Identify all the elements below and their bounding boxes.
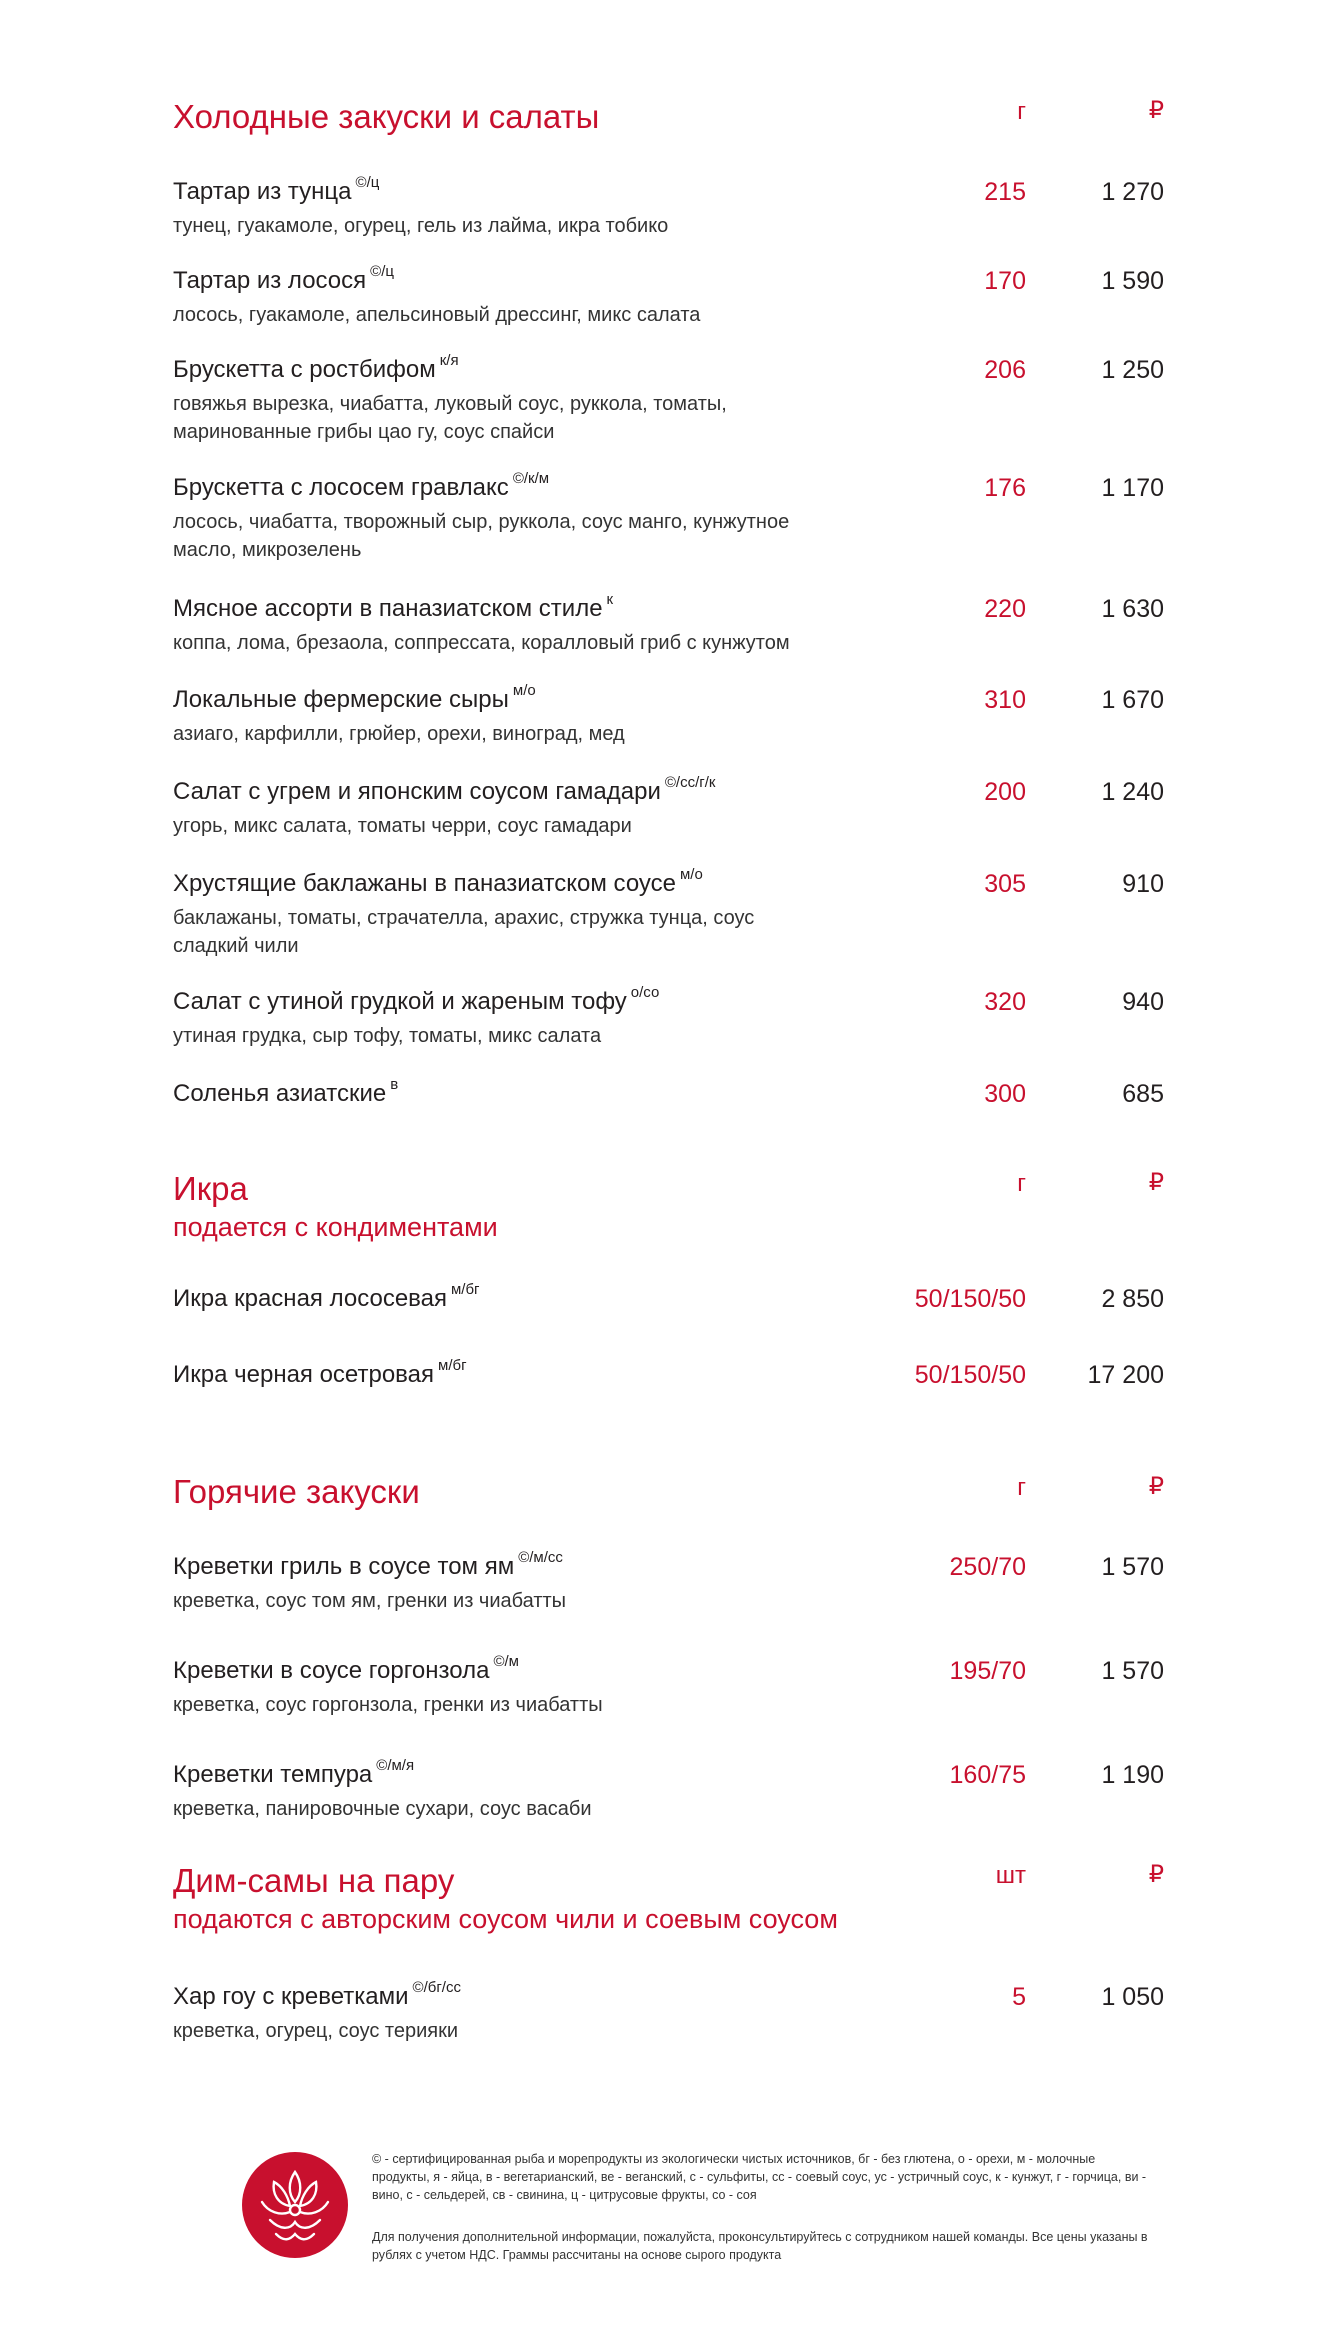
item-description: креветка, огурец, соус терияки <box>173 2020 459 2042</box>
allergen-tag: м/о <box>512 682 536 699</box>
item-price: 1 630 <box>1101 595 1164 623</box>
section-title: Дим-самы на пару <box>173 1862 455 1899</box>
price-unit-header: ₽ <box>1148 97 1164 124</box>
item-name: Креветки темпура $^{©/м/я}$ <box>173 1757 415 1788</box>
item-description: утиная грудка, сыр тофу, томаты, микс салата <box>173 1025 602 1047</box>
item-weight: 220 <box>984 595 1026 623</box>
item-weight: 195/70 <box>949 1657 1026 1685</box>
allergen-tag: ©/к/м <box>512 470 550 487</box>
item-weight: 200 <box>984 778 1026 806</box>
item-price: 1 250 <box>1101 356 1164 384</box>
item-description: лосось, чиабатта, творожный сыр, руккола, соус манго, кунжутное масло, микрозелень <box>173 511 790 561</box>
item-weight: 170 <box>984 267 1026 295</box>
item-name: Креветки гриль в соусе том ям $^{©/м/сс}$ <box>173 1549 563 1580</box>
item-name: Хар гоу с креветками $^{©/бг/сс}$ <box>173 1979 461 2010</box>
item-name: Брускетта с ростбифом $^{к/я}$ <box>173 352 459 383</box>
item-price: 2 850 <box>1101 1285 1164 1313</box>
item-name: Салат с утиной грудкой и жареным тофу $^{о/со}$ <box>173 984 660 1015</box>
item-name: Тартар из лосося $^{©/ц}$ <box>173 263 394 294</box>
allergen-tag: ©/м/сс <box>518 1549 563 1566</box>
item-name: Тартар из тунца $^{©/ц}$ <box>173 174 380 205</box>
allergen-tag: м/бг <box>438 1357 467 1374</box>
item-weight: 5 <box>1012 1983 1026 2011</box>
footer-note: Для получения дополнительной информации, пожалуйста, проконсультируйтесь с сотрудником нашей команды. Все цены указаны в рублях с учетом НДС. Граммы рассчитаны на основе сырого продукта <box>372 2230 1148 2262</box>
item-description: креветка, панировочные сухари, соус васаби <box>173 1798 592 1820</box>
item-price: 1 050 <box>1101 1983 1164 2011</box>
allergen-tag: м/о <box>679 866 703 883</box>
weight-unit-header: г <box>1017 98 1026 125</box>
item-weight: 50/150/50 <box>914 1285 1026 1313</box>
item-price: 1 170 <box>1101 474 1164 502</box>
restaurant-logo-icon <box>240 2150 350 2260</box>
item-name: Креветки в соусе горгонзола $^{©/м}$ <box>173 1653 519 1684</box>
item-description: коппа, лома, брезаола, соппрессата, коралловый гриб с кунжутом <box>173 632 790 654</box>
item-name: Мясное ассорти в паназиатском стиле $^к$ <box>173 591 614 622</box>
item-name: Брускетта с лососем гравлакс $^{©/к/м}$ <box>173 470 550 501</box>
item-price: 1 570 <box>1101 1553 1164 1581</box>
item-weight: 305 <box>984 870 1026 898</box>
allergen-tag: м/бг <box>450 1281 480 1298</box>
allergen-tag: ©/бг/сс <box>412 1979 461 1996</box>
item-description: креветка, соус том ям, гренки из чиабатты <box>173 1590 567 1612</box>
allergen-tag: ©/м <box>493 1653 519 1670</box>
item-price: 1 190 <box>1101 1761 1164 1789</box>
price-unit-header: ₽ <box>1148 1861 1164 1888</box>
item-description: угорь, микс салата, томаты черри, соус гамадари <box>173 815 632 837</box>
item-description: баклажаны, томаты, страчателла, арахис, стружка тунца, соус сладкий чили <box>173 907 755 957</box>
allergen-tag: к <box>606 591 614 608</box>
allergen-tag: в <box>390 1076 399 1093</box>
allergen-tag: ©/ц <box>370 263 394 280</box>
item-weight: 310 <box>984 686 1026 714</box>
item-price: 1 240 <box>1101 778 1164 806</box>
item-name: Салат с угрем и японским соусом гамадари $^{©/сс/г/к}$ <box>173 774 716 805</box>
item-price: 1 270 <box>1101 178 1164 206</box>
item-weight: 250/70 <box>949 1553 1026 1581</box>
allergen-tag: ©/сс/г/к <box>664 774 716 791</box>
item-description: азиаго, карфилли, грюйер, орехи, виноград, мед <box>173 723 625 745</box>
price-unit-header: ₽ <box>1148 1169 1164 1196</box>
item-description: тунец, гуакамоле, огурец, гель из лайма, икра тобико <box>173 215 669 237</box>
item-weight: 300 <box>984 1080 1026 1108</box>
footer <box>240 2130 1148 2280</box>
allergen-tag: о/со <box>630 984 660 1001</box>
item-price: 1 670 <box>1101 686 1164 714</box>
item-name: Соленья азиатские $^в$ <box>173 1076 399 1107</box>
section-title: Горячие закуски <box>173 1473 420 1510</box>
item-price: 17 200 <box>1087 1361 1164 1389</box>
section-subtitle: подается с кондиментами <box>173 1212 498 1242</box>
item-name: Хрустящие баклажаны в паназиатском соусе $^{м/о}$ <box>173 866 703 897</box>
section-title: Холодные закуски и салаты <box>173 98 600 135</box>
item-price: 910 <box>1122 870 1164 898</box>
item-weight: 160/75 <box>949 1761 1026 1789</box>
weight-unit-header: шт <box>995 1862 1026 1889</box>
weight-unit-header: г <box>1017 1170 1026 1197</box>
allergen-tag: ©/ц <box>355 174 380 191</box>
item-weight: 320 <box>984 988 1026 1016</box>
item-name: Икра черная осетровая $^{м/бг}$ <box>173 1357 467 1388</box>
item-description: креветка, соус горгонзола, гренки из чиабатты <box>173 1694 603 1716</box>
item-weight: 215 <box>984 178 1026 206</box>
item-weight: 50/150/50 <box>914 1361 1026 1389</box>
item-name: Икра красная лососевая $^{м/бг}$ <box>173 1281 480 1312</box>
price-unit-header: ₽ <box>1148 1473 1164 1500</box>
item-description: лосось, гуакамоле, апельсиновый дрессинг, микс салата <box>173 304 701 326</box>
item-name: Локальные фермерские сыры $^{м/о}$ <box>173 682 536 713</box>
item-price: 685 <box>1122 1080 1164 1108</box>
item-weight: 176 <box>984 474 1026 502</box>
item-description: говяжья вырезка, чиабатта, луковый соус, руккола, томаты, маринованные грибы цао гу, соус спайси <box>173 393 727 443</box>
weight-unit-header: г <box>1017 1474 1026 1501</box>
item-price: 940 <box>1122 988 1164 1016</box>
section-subtitle: подаются с авторским соусом чили и соевым соусом <box>173 1904 838 1934</box>
allergen-tag: ©/м/я <box>376 1757 415 1774</box>
item-weight: 206 <box>984 356 1026 384</box>
allergen-tag: к/я <box>439 352 459 369</box>
item-price: 1 590 <box>1101 267 1164 295</box>
section-title: Икра <box>173 1170 248 1207</box>
item-price: 1 570 <box>1101 1657 1164 1685</box>
allergen-legend: © - сертифицированная рыба и морепродукты из экологически чистых источников, бг - без глютена, о - орехи, м - молочные продукты, я - яйца, в - вегетарианский, ве - веганский, с - сульфиты, сс - соевый соус, ус - устричный соус, к - кунжут, г - горчица, ви - вино, с - сельдерей, св - свинина, ц - цитрусовые фрукты, со - соя <box>372 2152 1147 2202</box>
